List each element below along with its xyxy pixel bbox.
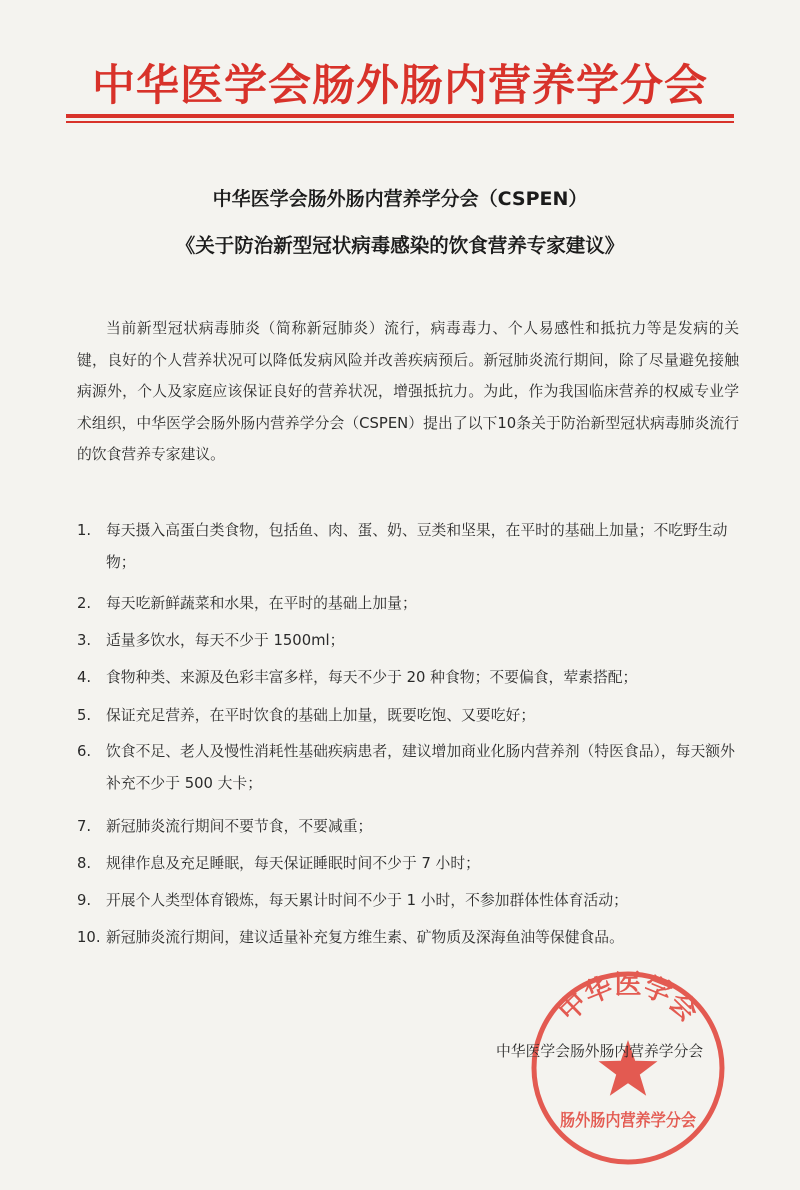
recommendation-number: 1. — [77, 522, 92, 539]
letterhead-title: 中华医学会肠外肠内营养学分会 — [92, 61, 708, 111]
recommendation-number: 7. — [77, 818, 92, 835]
recommendation-text: 规律作息及充足睡眠，每天保证睡眠时间不少于 7 小时； — [106, 855, 480, 872]
recommendation-text: 新冠肺炎流行期间不要节食，不要减重； — [106, 818, 373, 835]
letterhead-rule-thick — [66, 114, 734, 118]
recommendation-number: 10. — [77, 929, 101, 946]
intro-paragraph: 当前新型冠状病毒肺炎（简称新冠肺炎）流行，病毒毒力、个人易感性和抵抗力等是发病的关键，良好的个人营养状况可以降低发病风险并改善疾病预后。新冠肺炎流行期间，除了尽量避免接触病源外，个人及家庭应该保证良好的营养状况，增强抵抗力。为此，作为我国临床营养的权威专业学术组织，中华医学会肠外肠内营养学分会（CSPEN）提出了以下10条关于防治新型冠状病毒肺炎流行的饮食营养专家建议。 — [77, 320, 739, 463]
recommendation-text: 保证充足营养，在平时饮食的基础上加量，既要吃饱、又要吃好； — [106, 707, 536, 724]
recommendation-item — [77, 848, 739, 880]
seal-text-bottom: 肠外肠内营养学分会 — [560, 1111, 713, 1131]
recommendation-number: 2. — [77, 595, 92, 612]
svg-text:中华医学会 — [553, 969, 704, 1027]
recommendation-item — [77, 515, 739, 578]
recommendation-item — [77, 885, 739, 917]
seal-text-top: 中华医学会 — [552, 969, 704, 1028]
letterhead-rule-thin — [66, 121, 734, 123]
recommendation-number: 6. — [77, 743, 92, 760]
recommendation-item — [77, 811, 739, 843]
recommendation-item — [77, 625, 739, 657]
recommendation-text: 新冠肺炎流行期间，建议适量补充复方维生素、矿物质及深海鱼油等保健食品。 — [106, 929, 624, 946]
recommendation-number: 4. — [77, 669, 92, 686]
recommendation-text: 适量多饮水，每天不少于 1500ml； — [106, 632, 345, 649]
recommendation-item — [77, 736, 739, 799]
official-seal — [528, 968, 728, 1168]
recommendation-text: 每天摄入高蛋白类食物，包括鱼、肉、蛋、奶、豆类和坚果，在平时的基础上加量；不吃野生动物； — [106, 522, 728, 571]
document-title-org: 中华医学会肠外肠内营养学分会（CSPEN） — [212, 188, 588, 210]
recommendation-text: 每天吃新鲜蔬菜和水果，在平时的基础上加量； — [106, 595, 417, 612]
recommendation-item — [77, 662, 739, 694]
recommendation-number: 5. — [77, 707, 92, 724]
recommendation-item — [77, 588, 739, 620]
recommendation-text: 开展个人类型体育锻炼，每天累计时间不少于 1 小时，不参加群体性体育活动； — [106, 892, 628, 909]
recommendation-number: 8. — [77, 855, 92, 872]
signature-org: 中华医学会肠外肠内营养学分会 — [496, 1043, 704, 1060]
recommendation-number: 3. — [77, 632, 92, 649]
document-title-main: 《关于防治新型冠状病毒感染的饮食营养专家建议》 — [175, 234, 625, 257]
recommendation-number: 9. — [77, 892, 92, 909]
recommendation-text: 饮食不足、老人及慢性消耗性基础疾病患者，建议增加商业化肠内营养剂（特医食品），每天额外补充不少于 500 大卡； — [106, 743, 735, 792]
recommendation-text: 食物种类、来源及色彩丰富多样，每天不少于 20 种食物；不要偏食，荤素搭配； — [106, 669, 638, 686]
recommendation-item — [77, 700, 739, 732]
recommendation-item — [77, 922, 739, 954]
